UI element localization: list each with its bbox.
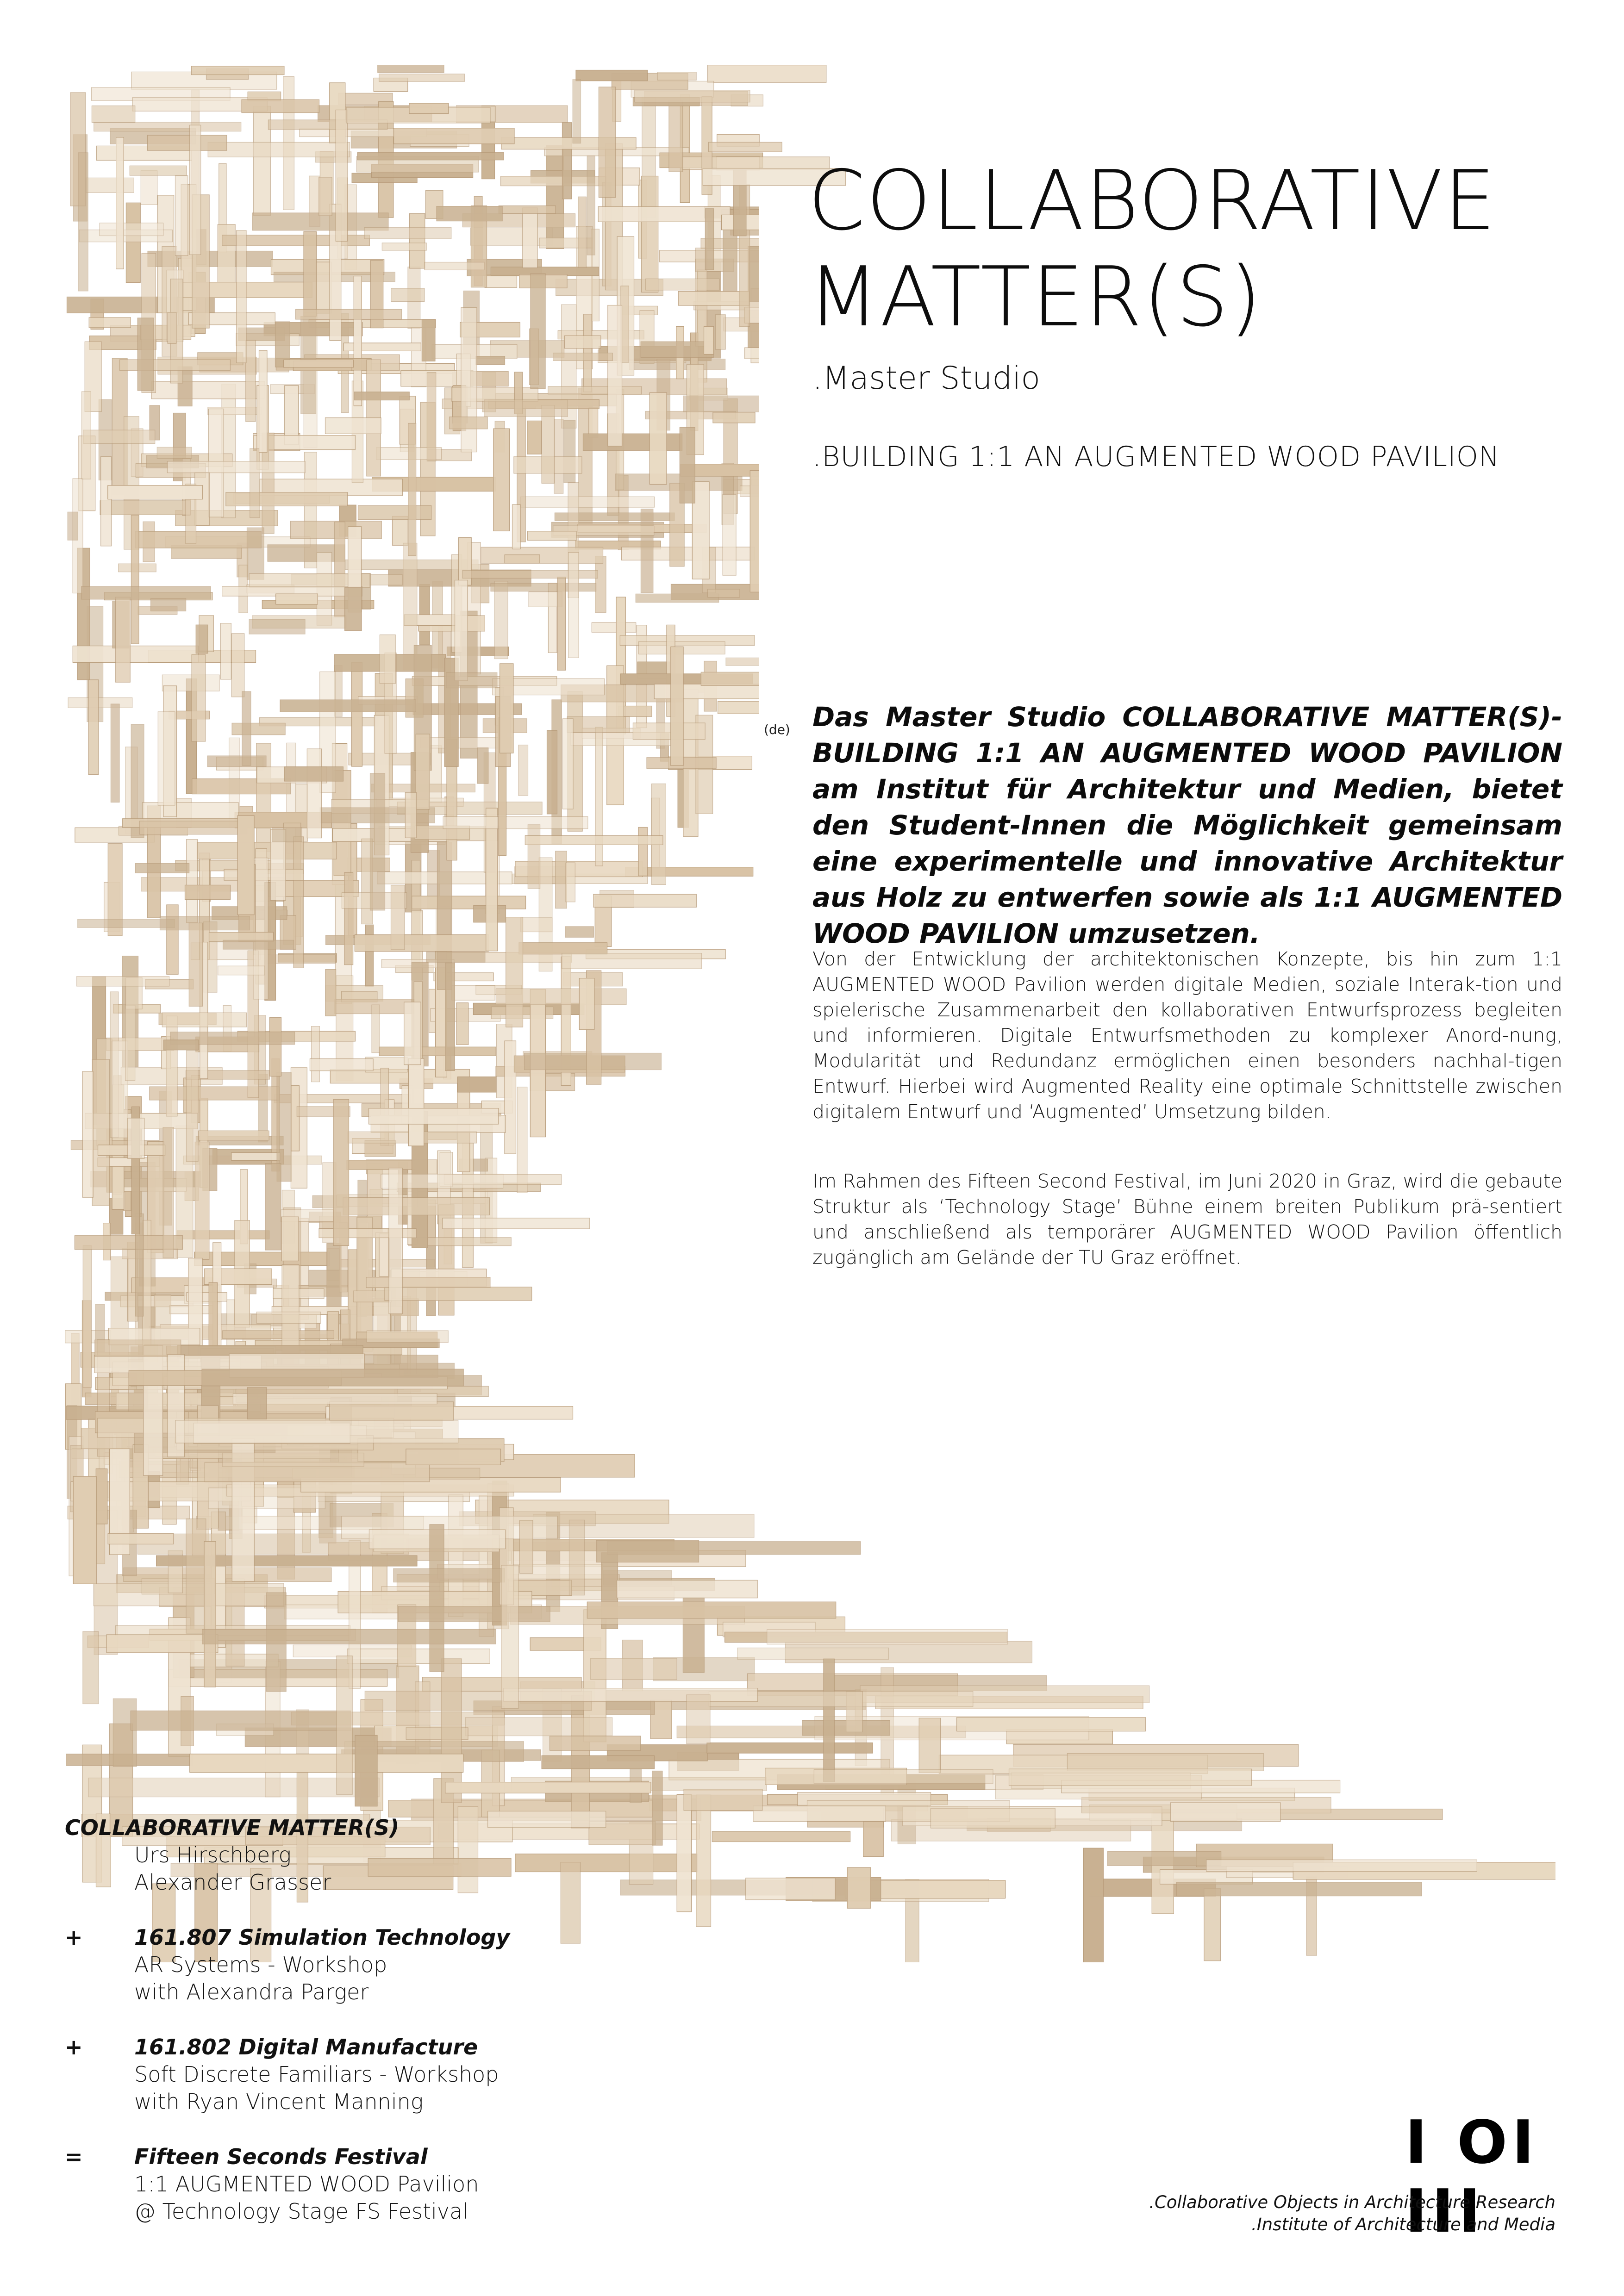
coar-logo: I OI III [1405, 2108, 1539, 2246]
credits [65, 1814, 574, 2253]
body-paragraph-2: Im Rahmen des Fifteen Second Festival, im Juni 2020 in Graz, wird die gebaute Struktur als ‘Technology Stage’ Bühne einem breiten Publikum prä-sentiert und anschließend als temporärer AUGMENTED WOOD Pavilion öffentlich zugänglich am Gelände der TU Graz eröffnet. [812, 1170, 1562, 1269]
credit-symbol: = [65, 2144, 83, 2169]
credit-symbol: + [65, 1925, 83, 1950]
credit-line: AR Systems - Workshop [134, 1952, 387, 1977]
credit-group [65, 1924, 574, 2006]
tagline: .BUILDING 1:1 AN AUGMENTED WOOD PAVILION [812, 441, 1500, 473]
credit-line: with Alexandra Parger [134, 1979, 369, 2004]
credit-line: Alexander Grasser [134, 1870, 331, 1895]
poster-title [808, 153, 1497, 345]
credit-line: with Ryan Vincent Manning [134, 2089, 424, 2114]
title-line-2: MATTER(S) [808, 249, 1262, 345]
credit-heading: 161.807 Simulation Technology [134, 1925, 510, 1950]
footer-line-1: .Collaborative Objects in Architecture Research [1149, 2192, 1555, 2212]
lead-paragraph: Das Master Studio COLLABORATIVE MATTER(S)-BUILDING 1:1 AN AUGMENTED WOOD PAVILION am Institut für Architektur und Medien, bietet den Student-Innen die Möglichkeit gemeinsam eine experimentelle und innovative Architektur aus Holz zu entwerfen sowie als 1:1 AUGMENTED WOOD PAVILION umzusetzen. [812, 701, 1562, 949]
credit-group [65, 2034, 574, 2116]
credit-symbol: + [65, 2035, 83, 2060]
credit-line: 1:1 AUGMENTED WOOD Pavilion [134, 2172, 479, 2196]
language-tag: (de) [764, 722, 790, 737]
credit-line: Soft Discrete Familiars - Workshop [134, 2062, 499, 2087]
credit-group [65, 2143, 574, 2225]
footer-line-2: .Institute of Architecture and Media [1251, 2215, 1555, 2234]
credit-heading: 161.802 Digital Manufacture [134, 2035, 478, 2060]
credit-heading: COLLABORATIVE MATTER(S) [65, 1815, 400, 1840]
body-paragraph-1: Von der Entwicklung der architektonischen Konzepte, bis hin zum 1:1 AUGMENTED WOOD Pavilion werden digitale Medien, soziale Interak-tion und spielerische Zusammenarbeit den kollaborativen Entwurfsprozess begleiten und informieren. Digitale Entwurfsmethoden zu komplexer Anord-nung, Modularität und Redundanz ermöglichen einen besonders nachhal-tigen Entwurf. Hierbei wird Augmented Reality eine optimale Schnittstelle zwischen digitalem Entwurf und ‘Augmented’ Umsetzung bilden. [812, 948, 1562, 1123]
credit-group [65, 1814, 574, 1896]
footer [1149, 2191, 1555, 2236]
title-line-1: COLLABORATIVE [808, 153, 1497, 249]
credit-heading: Fifteen Seconds Festival [134, 2144, 428, 2169]
credit-line: Urs Hirschberg [134, 1842, 292, 1867]
subtitle: .Master Studio [812, 360, 1041, 397]
credit-line: @ Technology Stage FS Festival [134, 2199, 468, 2224]
